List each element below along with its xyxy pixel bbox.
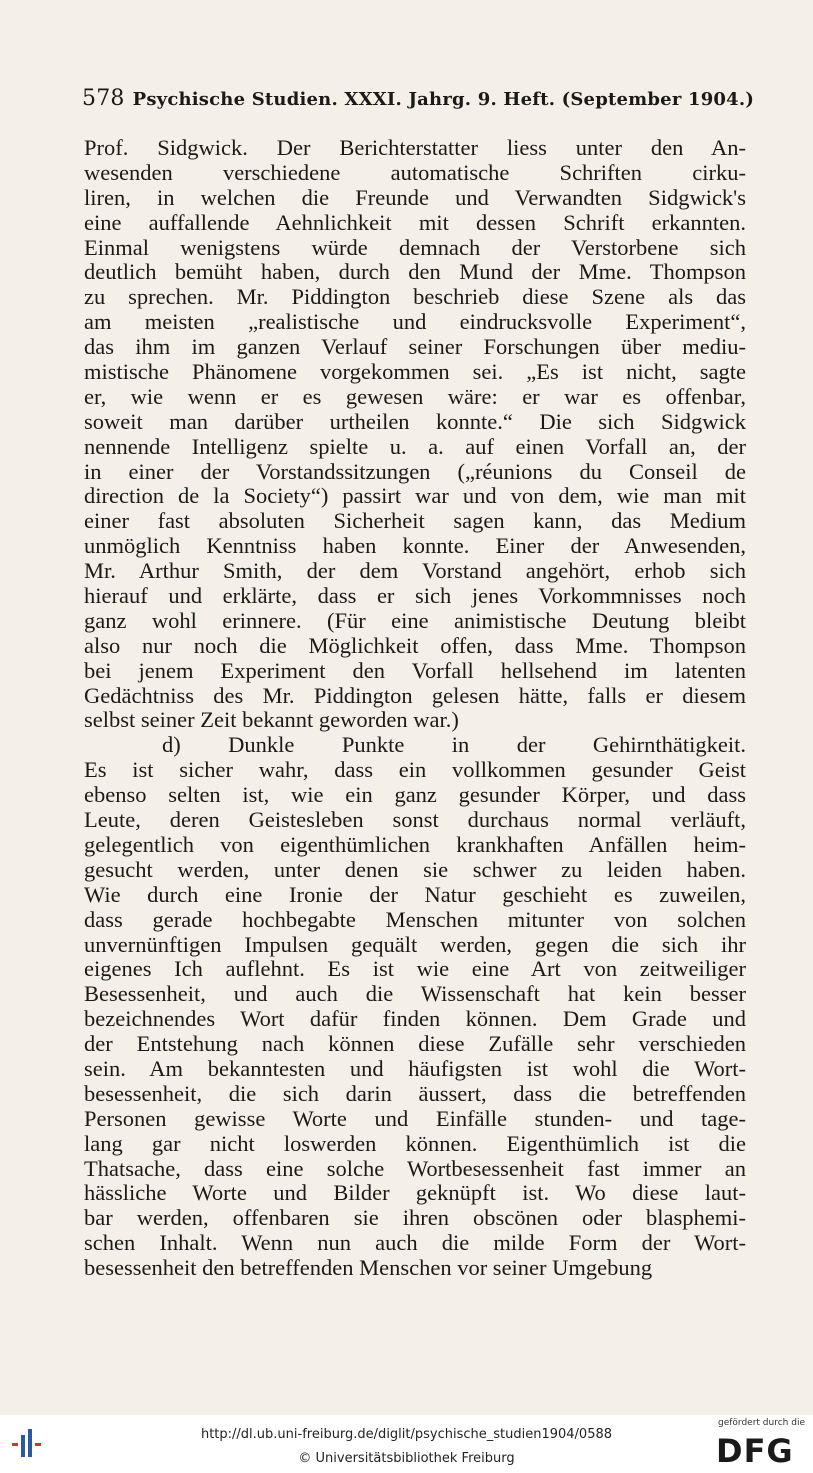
text-line: schen Inhalt. Wenn nun auch die milde Form der Wort-	[84, 1231, 746, 1256]
text-line: das ihm im ganzen Verlauf seiner Forschungen über mediu-	[84, 335, 746, 360]
dfg-caption: gefördert durch die	[718, 1418, 805, 1428]
text-line: er, wie wenn er es gewesen wäre: er war es offenbar,	[84, 384, 746, 409]
text-line: eine auffallende Aehnlichkeit mit dessen Schrift erkannten.	[84, 210, 746, 235]
text-line: Besessenheit, und auch die Wissenschaft hat kein besser	[84, 982, 746, 1007]
text-line: unmöglich Kenntniss haben konnte. Einer der Anwesenden,	[84, 534, 746, 559]
text-line: Wie durch eine Ironie der Natur geschieht es zuweilen,	[84, 882, 746, 907]
text-line: Prof. Sidgwick. Der Berichterstatter liess unter den An-	[84, 136, 746, 160]
running-title: Psychische Studien. XXXI. Jahrg. 9. Heft. (September 1904.)	[132, 89, 755, 110]
text-line: hierauf und erklärte, dass er sich jenes Vorkommnisses noch	[84, 584, 746, 609]
text-line: wesenden verschiedene automatische Schriften cirku-	[84, 160, 746, 185]
text-line: ebenso selten ist, wie ein ganz gesunder Körper, und dass	[84, 783, 746, 808]
text-line: soweit man darüber urtheilen konnte.“ Die sich Sidgwick	[84, 409, 746, 434]
page-url[interactable]: http://dl.ub.uni-freiburg.de/diglit/psychische_studien1904/0588	[200, 1427, 613, 1442]
text-line: nennende Intelligenz spielte u. a. auf einen Vorfall an, der	[84, 434, 746, 459]
text-line: eigenes Ich auflehnt. Es ist wie eine Art von zeitweiliger	[84, 957, 746, 982]
text-line: am meisten „realistische und eindrucksvolle Experiment“,	[84, 310, 746, 335]
text-line: gesucht werden, unter denen sie schwer zu leiden haben.	[84, 857, 746, 882]
text-line: mistische Phänomene vorgekommen sei. „Es ist nicht, sagte	[84, 360, 746, 385]
text-line: direction de la Society“) passirt war und von dem, wie man mit	[84, 484, 746, 509]
text-line: der Entstehung nach können diese Zufälle sehr verschieden	[84, 1032, 746, 1057]
text-line: zu sprechen. Mr. Piddington beschrieb diese Szene als das	[84, 285, 746, 310]
text-line: Einmal wenigstens würde demnach der Verstorbene sich	[84, 235, 746, 260]
text-line: also nur noch die Möglichkeit offen, dass Mme. Thompson	[84, 633, 746, 658]
text-line: hässliche Worte und Bilder geknüpft ist. Wo diese laut-	[84, 1181, 746, 1206]
text-line: Es ist sicher wahr, dass ein vollkommen gesunder Geist	[84, 758, 746, 783]
text-line: Gedächtniss des Mr. Piddington gelesen hätte, falls er diesem	[84, 683, 746, 708]
text-line: d) Dunkle Punkte in der Gehirnthätigkeit.	[162, 733, 746, 758]
text-line: bar werden, offenbaren sie ihren obscönen oder blasphemi-	[84, 1206, 746, 1231]
text-line: in einer der Vorstandssitzungen („réunions du Conseil de	[84, 459, 746, 484]
text-line: selbst seiner Zeit bekannt geworden war.)	[84, 708, 459, 733]
text-line: ganz wohl erinnere. (Für eine animistische Deutung bleibt	[84, 608, 746, 633]
text-line: lang gar nicht loswerden können. Eigenthümlich ist die	[84, 1131, 746, 1156]
text-line: Mr. Arthur Smith, der dem Vorstand angehört, erhob sich	[84, 559, 746, 584]
text-line: bezeichnendes Wort dafür finden können. Dem Grade und	[84, 1007, 746, 1032]
dfg-logo: DFG	[716, 1432, 794, 1470]
text-line: Thatsache, dass eine solche Wortbesessenheit fast immer an	[84, 1156, 746, 1181]
text-line: Personen gewisse Worte und Einfälle stunden- und tage-	[84, 1106, 746, 1131]
text-line: bei jenem Experiment den Vorfall hellsehend im latenten	[84, 658, 746, 683]
text-line: deutlich bemüht haben, durch den Mund der Mme. Thompson	[84, 260, 746, 285]
page-number: 578	[82, 86, 125, 111]
text-line: gelegentlich von eigenthümlichen krankhaften Anfällen heim-	[84, 832, 746, 857]
text-line: Leute, deren Geistesleben sonst durchaus normal verläuft,	[84, 808, 746, 833]
running-header	[82, 86, 755, 111]
text-line: sein. Am bekanntesten und häufigsten ist wohl die Wort-	[84, 1056, 746, 1081]
text-line: einer fast absoluten Sicherheit sagen kann, das Medium	[84, 509, 746, 534]
body-text	[84, 136, 746, 1281]
text-line: besessenheit, die sich darin äussert, dass die betreffenden	[84, 1081, 746, 1106]
text-line: liren, in welchen die Freunde und Verwandten Sidgwick's	[84, 185, 746, 210]
copyright-notice: © Universitätsbibliothek Freiburg	[298, 1451, 515, 1466]
text-line: dass gerade hochbegabte Menschen mitunter von solchen	[84, 907, 746, 932]
text-line: besessenheit den betreffenden Menschen vor seiner Umgebung	[84, 1256, 653, 1281]
text-line: unvernünftigen Impulsen gequält werden, gegen die sich ihr	[84, 932, 746, 957]
